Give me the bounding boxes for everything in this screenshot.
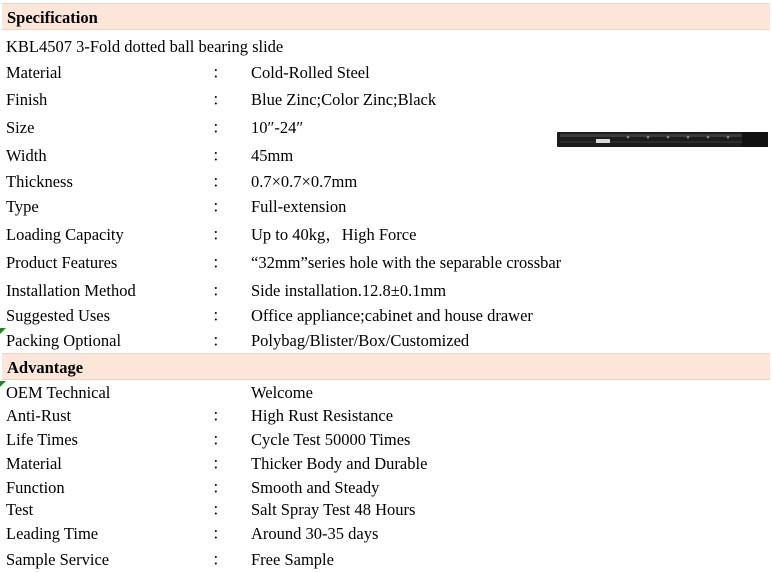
spec-row-suggested-uses: [0, 304, 772, 328]
spec-value: “32mm”series hole with the separable crossbar: [251, 253, 562, 272]
spec-row-type: [0, 195, 772, 219]
adv-label: Leading Time: [6, 524, 99, 543]
spec-separator: ：: [212, 331, 229, 350]
product-title: KBL4507 3-Fold dotted ball bearing slide: [6, 37, 284, 56]
adv-value: Around 30-35 days: [251, 524, 379, 543]
spec-value: Polybag/Blister/Box/Customized: [251, 331, 470, 350]
spec-separator: ：: [212, 172, 229, 191]
spec-value: Full-extension: [251, 197, 347, 216]
spec-label: Product Features: [6, 253, 118, 272]
slide-hole: [667, 136, 670, 139]
slide-inner-rail: [560, 134, 765, 137]
spec-separator: ：: [212, 197, 229, 216]
adv-value: Salt Spray Test 48 Hours: [251, 500, 416, 519]
spec-separator: ：: [212, 253, 229, 272]
adv-value: Smooth and Steady: [251, 478, 380, 497]
spec-row-finish: [0, 88, 772, 112]
spec-row-loading-capacity: [0, 223, 772, 247]
specification-heading: Specification: [2, 3, 770, 30]
spec-separator: ：: [212, 146, 229, 165]
spec-value: 0.7×0.7×0.7mm: [251, 172, 358, 191]
spec-row-material: [0, 61, 772, 85]
slide-hole: [727, 136, 730, 139]
adv-label: Life Times: [6, 430, 78, 449]
spec-value: 45mm: [251, 146, 294, 165]
spec-separator: ：: [212, 63, 229, 82]
adv-separator: ：: [212, 406, 229, 425]
adv-row-life-times: [0, 428, 772, 452]
spec-label: Type: [6, 197, 39, 216]
spec-label: Installation Method: [6, 281, 136, 300]
spec-label: Material: [6, 63, 62, 82]
adv-label: Function: [6, 478, 65, 497]
spec-label: Loading Capacity: [6, 225, 124, 244]
adv-label: Anti-Rust: [6, 406, 72, 425]
spec-label: Suggested Uses: [6, 306, 111, 325]
adv-row-anti-rust: [0, 404, 772, 428]
spec-label: Packing Optional: [6, 331, 122, 350]
adv-row-leading-time: [0, 522, 772, 546]
adv-row-material: [0, 452, 772, 476]
adv-row-test: [0, 498, 772, 522]
adv-label: Sample Service: [6, 550, 110, 569]
adv-value: Cycle Test 50000 Times: [251, 430, 411, 449]
adv-value: Thicker Body and Durable: [251, 454, 428, 473]
spec-label: Width: [6, 146, 47, 165]
adv-row-sample-service: [0, 548, 772, 572]
slide-hole: [627, 136, 630, 139]
spec-label: Thickness: [6, 172, 73, 191]
adv-separator: ：: [212, 454, 229, 473]
spec-label: Finish: [6, 90, 48, 109]
spec-separator: ：: [212, 90, 229, 109]
adv-separator: ：: [212, 478, 229, 497]
spec-row-installation-method: [0, 279, 772, 303]
adv-row-function: [0, 476, 772, 500]
spec-separator: ：: [212, 225, 229, 244]
spec-separator: ：: [212, 306, 229, 325]
spec-separator: ：: [212, 118, 229, 137]
spec-value: Cold-Rolled Steel: [251, 63, 370, 82]
adv-row-oem-technical: [0, 381, 772, 405]
spec-value: Office appliance;cabinet and house drawer: [251, 306, 533, 325]
adv-label: OEM Technical: [6, 383, 111, 402]
spec-row-product-features: [0, 251, 772, 275]
spec-row-packing-optional: [0, 329, 772, 353]
spec-label: Size: [6, 118, 35, 137]
slide-label-sticker: [596, 139, 610, 143]
adv-label: Material: [6, 454, 62, 473]
adv-value: High Rust Resistance: [251, 406, 394, 425]
slide-hole: [647, 136, 650, 139]
spec-value: 10″-24″: [251, 118, 304, 137]
spec-value: Side installation.12.8±0.1mm: [251, 281, 447, 300]
adv-separator: ：: [212, 550, 229, 569]
spec-separator: ：: [212, 281, 229, 300]
spec-value: Up to 40kg，High Force: [251, 225, 417, 244]
adv-separator: ：: [212, 524, 229, 543]
spec-value: Blue Zinc;Color Zinc;Black: [251, 90, 437, 109]
slide-hole: [687, 136, 690, 139]
ball-bearing-slide-image: [556, 128, 769, 152]
slide-hole: [707, 136, 710, 139]
adv-separator: ：: [212, 500, 229, 519]
adv-label: Test: [6, 500, 34, 519]
spec-row-thickness: [0, 170, 772, 194]
slide-end-cap: [742, 132, 768, 147]
adv-value: Free Sample: [251, 550, 334, 569]
advantage-heading: Advantage: [2, 353, 770, 380]
slide-lower-rail: [560, 141, 765, 143]
adv-separator: ：: [212, 430, 229, 449]
adv-value: Welcome: [251, 383, 313, 402]
